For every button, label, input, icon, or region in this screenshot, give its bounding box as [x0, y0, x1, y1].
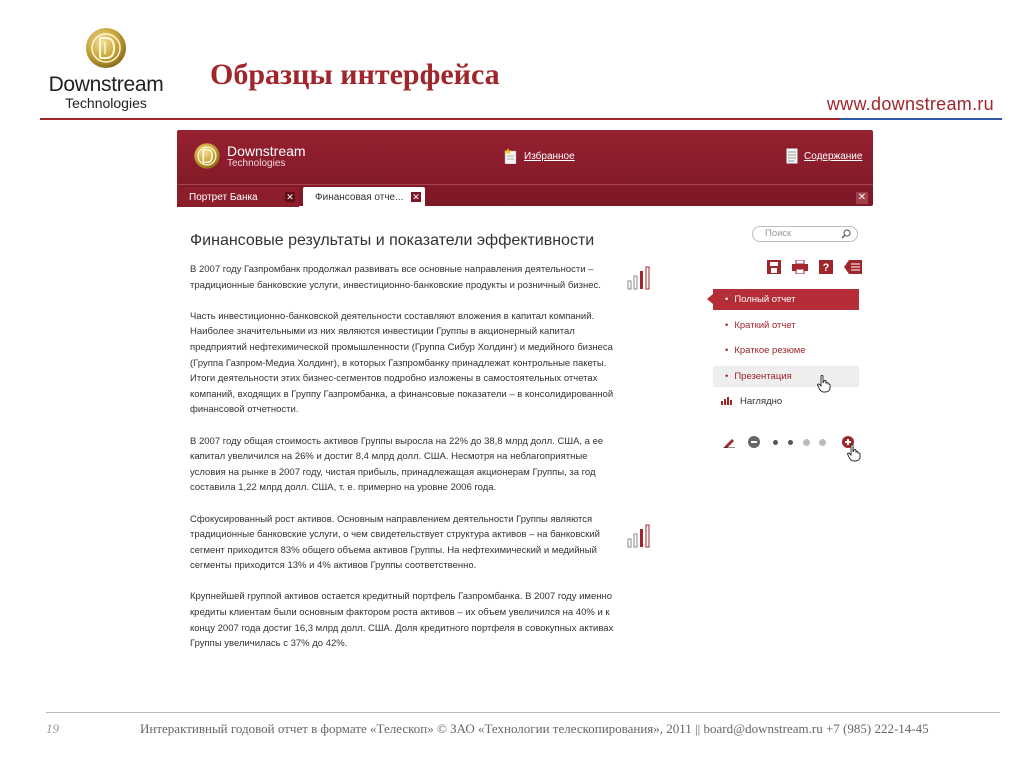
toolbar [767, 260, 862, 274]
menu-item-label: Краткий отчет [734, 319, 796, 331]
favorites-link[interactable] [504, 148, 575, 164]
tab-bank-portrait[interactable] [177, 187, 299, 207]
menu-item-presentation[interactable] [713, 366, 859, 387]
menu-item-label: Наглядно [740, 396, 783, 407]
svg-text:?: ? [822, 262, 830, 274]
menu-item-full-report[interactable] [713, 289, 859, 310]
app-header [177, 130, 873, 206]
pager-dot[interactable] [819, 439, 826, 446]
slide-logo-brand: Downstream [48, 73, 164, 96]
bar-chart-icon[interactable] [626, 266, 654, 290]
menu-item-label: Полный отчет [734, 294, 796, 305]
close-icon[interactable]: ✕ [412, 192, 420, 202]
hand-cursor-icon [817, 375, 831, 393]
search-placeholder: Поиск [765, 228, 792, 239]
slide-url[interactable]: www.downstream.ru [826, 94, 994, 114]
tab-financial-report[interactable] [303, 187, 425, 207]
paragraph: В 2007 году общая стоимость активов Группы выросла на 22% до 38,8 млрд долл. США, а ее капитал увеличился на 26% и достиг 8,4 млрд долл. США. Несмотря на неблагоприятные условия на рынке в 2007 году, чистая прибыль, принадлежащая акционерам Группы, за год составила 1,22 млрд долл. США, т. е. примерно на уровне 2006 года. [190, 435, 604, 494]
pencil-icon[interactable] [723, 436, 735, 448]
paragraph: Крупнейшей группой активов остается кредитный портфель Газпромбанка. В 2007 году именно кредиты клиентам были основным фактором роста активов – их объем увеличился на 40% и к концу 2007 года достиг 16,3 млрд долл. США. Доля кредитного портфеля в совокупных активах Группы увеличилась с 37% до 42%. [190, 591, 614, 650]
search-input[interactable] [752, 226, 858, 242]
report-menu [713, 289, 859, 417]
print-icon[interactable] [792, 260, 808, 274]
menu-item-label: Краткое резюме [734, 345, 806, 356]
bullet: • [725, 319, 729, 331]
favorites-icon [504, 148, 518, 164]
contents-link[interactable] [786, 148, 862, 164]
tab-label: Финансовая отче... [315, 191, 404, 203]
hand-cursor-icon [847, 444, 861, 462]
favorites-label: Избранное [524, 150, 575, 162]
slide-title: Образцы интерфейса [210, 58, 500, 91]
paragraph: Часть инвестиционно-банковской деятельности составляют вложения в капитал компаний. Наиболее значительными из них являются инвестиции Группы в акционерный капитал предприятий нефтехимической промышленности (Группа Сибур Холдинг) и медийного бизнеса (Группа Газпром-Медиа Холдинг), в которых Газпромбанку принадлежат контрольные пакеты. Итоги деятельности этих бизнес-сегментов подробно изложены в самостоятельных отчетах компаний, входящих в Группу Газпромбанка, а финансовые показатели – в консолидированной финансовой отчетности. [190, 310, 614, 416]
app-logo-brand: Downstream [227, 142, 306, 159]
bookmark-icon[interactable] [844, 260, 862, 274]
menu-item-label: Презентация [734, 370, 792, 382]
bullet: • [725, 345, 729, 356]
slide-divider-blue [840, 118, 1002, 120]
slide-logo [44, 26, 168, 111]
save-icon[interactable] [767, 260, 781, 274]
menu-item-visual[interactable] [713, 391, 859, 412]
pager-dot[interactable] [803, 439, 810, 446]
help-icon[interactable] [819, 260, 833, 274]
paragraph: В 2007 году Газпромбанк продолжал развивать все основные направления деятельности – традиционные банковские услуги, инвестиционно-банковские продукты и розничный бизнес. [190, 264, 601, 291]
close-all-tabs-icon[interactable]: ✕ [857, 192, 867, 203]
zoom-out-icon[interactable] [748, 436, 760, 448]
tab-bar [177, 184, 873, 207]
small-chart-icon [721, 397, 735, 405]
menu-item-short-report[interactable] [713, 315, 859, 336]
document-body [190, 262, 620, 667]
tab-label: Портрет Банка [189, 191, 258, 203]
font-size-pager [723, 435, 863, 449]
app-logo-sub: Technologies [227, 157, 286, 169]
downstream-logo-icon [193, 142, 221, 170]
footer-divider [46, 712, 1000, 713]
pager-dot-active[interactable] [788, 440, 793, 445]
slide-divider-red [40, 118, 840, 120]
bullet: • [725, 370, 729, 382]
downstream-logo-icon [84, 26, 128, 70]
bullet: • [725, 294, 729, 305]
search-icon[interactable] [841, 229, 851, 239]
app-window [177, 130, 873, 675]
footer-text: Интерактивный годовой отчет в формате «Телескоп» © ЗАО «Технологии телескопирования», 2011 || board@downstream.ru +7 (985) 222-14-45 [140, 721, 929, 736]
paragraph: Сфокусированный рост активов. Основным направлением деятельности Группы являются традиционные банковские услуги, о чем свидетельствует структура активов – на банковский сегмент приходится 83% общего объема активов Группы. На нефтехимический и медийный сегменты приходится 13% и 4% активов Группы соответственно. [190, 513, 600, 572]
slide-logo-sub: Technologies [65, 95, 147, 111]
app-logo[interactable] [193, 142, 306, 170]
menu-item-summary[interactable] [713, 340, 859, 361]
contents-icon [786, 148, 798, 164]
bar-chart-icon[interactable] [626, 524, 654, 548]
document-title: Финансовые результаты и показатели эффективности [190, 232, 595, 249]
close-icon[interactable]: ✕ [286, 192, 294, 202]
contents-label: Содержание [804, 150, 863, 162]
page-number: 19 [46, 721, 59, 736]
pager-dot[interactable] [773, 440, 778, 445]
